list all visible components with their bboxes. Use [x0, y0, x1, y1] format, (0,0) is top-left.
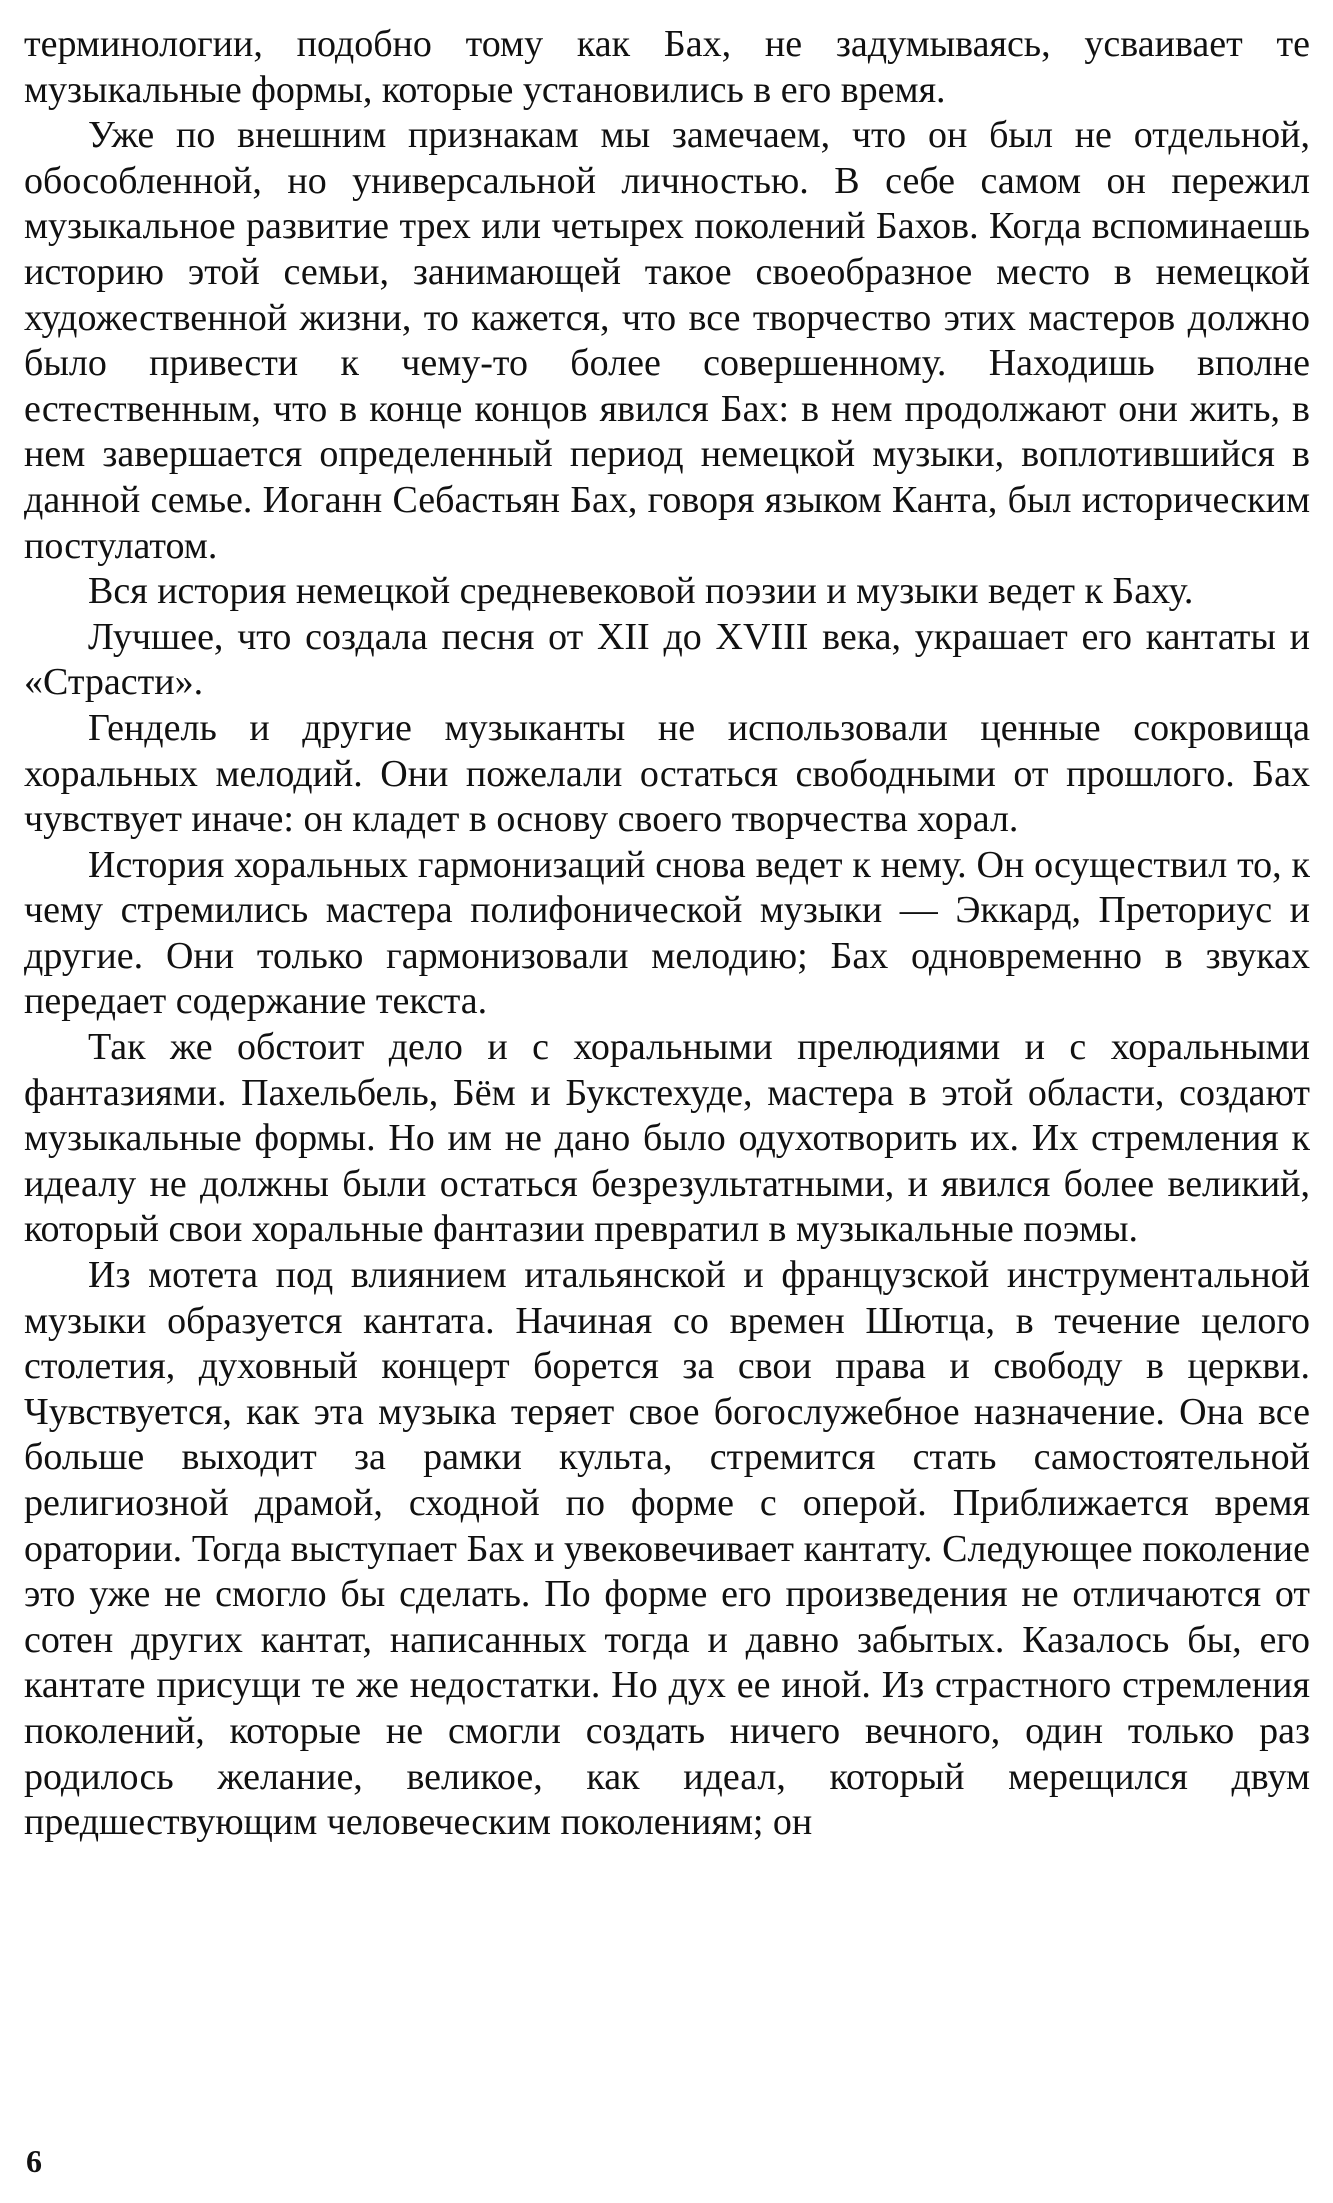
paragraph-8: Из мотета под влиянием итальянской и французской инструментальной музыки образуется кантата. Начиная со времен Шютца, в течение целого столетия, духовный концерт борется за свои права и свободу в церкви. Чувствуется, как эта музыка теряет свое богослужебное назначение. Она все больше выходит за рамки культа, стремится стать самостоятельной религиозной драмой, сходной по форме с оперой. Приближается время оратории. Тогда выступает Бах и увековечивает кантату. Следующее поколение это уже не смогло бы сделать. По форме его произведения не отличаются от сотен других кантат, написанных тогда и давно забытых. Казалось бы, его кантате присущи те же недостатки. Но дух ее иной. Из страстного стремления поколений, которые не смогли создать ничего вечного, один только раз родилось желание, великое, как идеал, который мерещился двум предшествующим человеческим поколениям; он [24, 1254, 1310, 1844]
page-number: 6 [26, 2143, 42, 2179]
paragraph-3: Вся история немецкой средневековой поэзии и музыки ведет к Баху. [88, 570, 1194, 613]
paragraph-4: Лучшее, что создала песня от XII до XVIII века, украшает его кантаты и «Страсти». [24, 615, 1310, 704]
paragraph-7: Так же обстоит дело и с хоральными прелюдиями и с хоральными фантазиями. Пахельбель, Бём и Букстехуде, мастера в этой области, создают музыкальные формы. Но им не дано было одухотворить их. Их стремления к идеалу не должны были остаться безрезультатными, и явился более великий, который свои хоральные фантазии превратил в музыкальные поэмы. [24, 1026, 1310, 1251]
paragraph-5: Гендель и другие музыканты не использовали ценные сокровища хоральных мелодий. Они пожелали остаться свободными от прошлого. Бах чувствует иначе: он кладет в основу своего творчества хорал. [24, 706, 1310, 841]
paragraph-1: терминологии, подобно тому как Бах, не задумываясь, усваивает те музыкальные формы, которые установились в его время. [24, 23, 1310, 111]
paragraph-2: Уже по внешним признакам мы замечаем, что он был не отдельной, обособленной, но универсальной личностью. В себе самом он пережил музыкальное развитие трех или четырех поколений Бахов. Когда вспоминаешь историю этой семьи, занимающей такое своеобразное место в немецкой художественной жизни, то кажется, что все творчество этих мастеров должно было привести к чему-то более совершенному. Находишь вполне естественным, что в конце концов явился Бах: в нем продолжают они жить, в нем завершается определенный период немецкой музыки, воплотившийся в данной семье. Иоганн Себастьян Бах, говоря языком Канта, был историческим постулатом. [24, 114, 1310, 567]
body-text [24, 22, 1310, 1846]
paragraph-6: История хоральных гармонизаций снова ведет к нему. Он осуществил то, к чему стремились мастера полифонической музыки — Эккард, Преториус и другие. Они только гармонизовали мелодию; Бах одновременно в звуках передает содержание текста. [24, 843, 1310, 1023]
